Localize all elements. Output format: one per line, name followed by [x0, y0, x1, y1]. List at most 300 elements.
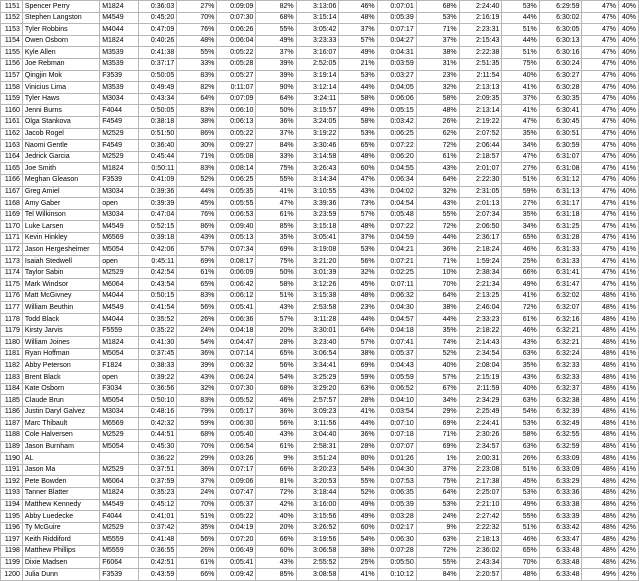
name-cell[interactable]: Jason Burnham — [22, 441, 99, 453]
run-time-cell[interactable]: 2:17:38 — [459, 476, 502, 488]
name-cell[interactable]: Claude Brun — [22, 395, 99, 407]
bike-time-cell[interactable]: 3:04:40 — [296, 429, 339, 441]
t1-pct-cell[interactable]: 43% — [256, 557, 296, 569]
t1-time-cell[interactable]: 0:06:25 — [217, 174, 256, 186]
place-cell[interactable]: 1182 — [1, 360, 23, 372]
t1-pct-cell[interactable]: 64% — [256, 93, 296, 105]
bike-time-cell[interactable]: 3:06:54 — [296, 348, 339, 360]
t2-pct-cell[interactable]: 53% — [416, 499, 459, 511]
place-cell[interactable]: 1192 — [1, 476, 23, 488]
t1-pct-cell[interactable]: 47% — [256, 198, 296, 210]
swim-time-cell[interactable]: 0:36:56 — [139, 383, 177, 395]
bike-time-cell[interactable]: 2:53:58 — [296, 302, 339, 314]
swim-time-cell[interactable]: 0:36:22 — [139, 453, 177, 465]
t2-time-cell[interactable]: 0:06:34 — [377, 174, 416, 186]
swim-pct-cell[interactable]: 24% — [177, 325, 217, 337]
t1-time-cell[interactable]: 0:05:52 — [217, 395, 256, 407]
run-pct-cell[interactable]: 53% — [502, 418, 539, 430]
swim-pct-cell[interactable]: 71% — [177, 151, 217, 163]
overall-pct-cell[interactable]: 49% — [582, 569, 618, 581]
overall-time-cell[interactable]: 6:32:21 — [539, 325, 582, 337]
run-time-cell[interactable]: 2:06:50 — [459, 221, 502, 233]
swim-time-cell[interactable]: 0:41:30 — [139, 337, 177, 349]
t2-time-cell[interactable]: 0:03:42 — [377, 116, 416, 128]
bike-pct-cell[interactable]: 49% — [339, 511, 377, 523]
t2-time-cell[interactable]: 0:04:05 — [377, 82, 416, 94]
t2-time-cell[interactable]: 0:06:20 — [377, 151, 416, 163]
t2-pct-cell[interactable]: 63% — [416, 534, 459, 546]
t2-pct-cell[interactable]: 10% — [416, 267, 459, 279]
t1-pct-cell[interactable]: 28% — [256, 337, 296, 349]
place-cell[interactable]: 1165 — [1, 163, 23, 175]
name-cell[interactable]: AL — [22, 453, 99, 465]
run-time-cell[interactable]: 2:16:19 — [459, 12, 502, 24]
overall-time-cell[interactable]: 6:33:48 — [539, 557, 582, 569]
t1-time-cell[interactable]: 0:06:09 — [217, 267, 256, 279]
bike-pct-cell[interactable]: 60% — [339, 522, 377, 534]
run-time-cell[interactable]: 2:13:13 — [459, 82, 502, 94]
name-cell[interactable]: Mark Windsor — [22, 279, 99, 291]
t2-pct-cell[interactable]: 38% — [416, 47, 459, 59]
bike-pct-cell[interactable]: 37% — [339, 24, 377, 36]
place-cell[interactable]: 1173 — [1, 256, 23, 268]
place-cell[interactable]: 1155 — [1, 47, 23, 59]
division-cell[interactable] — [100, 453, 139, 465]
run-pct-cell[interactable]: 58% — [502, 429, 539, 441]
division-cell[interactable]: M4549 — [100, 221, 139, 233]
place-cell[interactable]: 1177 — [1, 302, 23, 314]
overall-time-cell[interactable]: 6:32:59 — [539, 441, 582, 453]
division-pct-cell[interactable]: 41% — [618, 464, 638, 476]
division-pct-cell[interactable]: 41% — [618, 290, 638, 302]
t1-pct-cell[interactable]: 68% — [256, 383, 296, 395]
t2-pct-cell[interactable]: 71% — [416, 24, 459, 36]
place-cell[interactable]: 1179 — [1, 325, 23, 337]
place-cell[interactable]: 1169 — [1, 209, 23, 221]
division-pct-cell[interactable]: 40% — [618, 47, 638, 59]
t2-time-cell[interactable]: 0:07:01 — [377, 1, 416, 13]
t1-time-cell[interactable]: 0:09:09 — [217, 1, 256, 13]
overall-time-cell[interactable]: 6:32:37 — [539, 383, 582, 395]
overall-time-cell[interactable]: 6:33:38 — [539, 499, 582, 511]
name-cell[interactable]: Justin Daryl Galvez — [22, 406, 99, 418]
t1-time-cell[interactable]: 0:06:04 — [217, 35, 256, 47]
t2-time-cell[interactable]: 0:04:10 — [377, 395, 416, 407]
run-time-cell[interactable]: 2:08:04 — [459, 360, 502, 372]
overall-pct-cell[interactable]: 48% — [582, 453, 618, 465]
t1-pct-cell[interactable]: 35% — [256, 232, 296, 244]
run-time-cell[interactable]: 2:19:22 — [459, 116, 502, 128]
division-pct-cell[interactable]: 41% — [618, 418, 638, 430]
t2-time-cell[interactable]: 0:04:54 — [377, 198, 416, 210]
bike-time-cell[interactable]: 3:26:52 — [296, 522, 339, 534]
place-cell[interactable]: 1180 — [1, 337, 23, 349]
t2-time-cell[interactable]: 0:05:39 — [377, 499, 416, 511]
division-cell[interactable]: M4044 — [100, 24, 139, 36]
t2-time-cell[interactable]: 0:07:17 — [377, 24, 416, 36]
t2-time-cell[interactable]: 0:05:15 — [377, 105, 416, 117]
t2-pct-cell[interactable]: 53% — [416, 12, 459, 24]
run-time-cell[interactable]: 2:23:31 — [459, 24, 502, 36]
name-cell[interactable]: Greg Amiel — [22, 186, 99, 198]
t1-time-cell[interactable]: 0:07:09 — [217, 93, 256, 105]
bike-time-cell[interactable]: 3:24:05 — [296, 116, 339, 128]
bike-pct-cell[interactable]: 47% — [339, 174, 377, 186]
t2-time-cell[interactable]: 0:02:17 — [377, 522, 416, 534]
overall-pct-cell[interactable]: 48% — [582, 511, 618, 523]
t2-time-cell[interactable]: 0:07:53 — [377, 476, 416, 488]
name-cell[interactable]: Abby Luedecke — [22, 511, 99, 523]
overall-time-cell[interactable]: 6:32:33 — [539, 372, 582, 384]
place-cell[interactable]: 1194 — [1, 499, 23, 511]
bike-time-cell[interactable]: 3:19:08 — [296, 244, 339, 256]
swim-time-cell[interactable]: 0:42:32 — [139, 418, 177, 430]
division-cell[interactable]: M1824 — [100, 35, 139, 47]
swim-time-cell[interactable]: 0:49:49 — [139, 82, 177, 94]
overall-time-cell[interactable]: 6:32:39 — [539, 406, 582, 418]
t1-pct-cell[interactable]: 66% — [256, 534, 296, 546]
division-pct-cell[interactable]: 40% — [618, 151, 638, 163]
name-cell[interactable]: Tyler Robbins — [22, 24, 99, 36]
swim-time-cell[interactable]: 0:48:16 — [139, 406, 177, 418]
swim-pct-cell[interactable]: 68% — [177, 429, 217, 441]
bike-pct-cell[interactable]: 48% — [339, 221, 377, 233]
name-cell[interactable]: Naomi Gentle — [22, 140, 99, 152]
place-cell[interactable]: 1183 — [1, 372, 23, 384]
overall-pct-cell[interactable]: 48% — [582, 418, 618, 430]
run-pct-cell[interactable]: 51% — [502, 47, 539, 59]
swim-pct-cell[interactable]: 59% — [177, 418, 217, 430]
swim-pct-cell[interactable]: 86% — [177, 128, 217, 140]
overall-time-cell[interactable]: 6:30:13 — [539, 35, 582, 47]
division-cell[interactable]: open — [100, 372, 139, 384]
name-cell[interactable]: William Joines — [22, 337, 99, 349]
overall-time-cell[interactable]: 6:33:09 — [539, 453, 582, 465]
place-cell[interactable]: 1195 — [1, 511, 23, 523]
division-pct-cell[interactable]: 41% — [618, 429, 638, 441]
t2-time-cell[interactable]: 0:03:54 — [377, 406, 416, 418]
overall-pct-cell[interactable]: 48% — [582, 325, 618, 337]
swim-pct-cell[interactable]: 65% — [177, 279, 217, 291]
bike-pct-cell[interactable]: 49% — [339, 47, 377, 59]
t1-time-cell[interactable]: 0:07:47 — [217, 487, 256, 499]
division-pct-cell[interactable]: 40% — [618, 58, 638, 70]
division-cell[interactable]: F6064 — [100, 557, 139, 569]
swim-pct-cell[interactable]: 24% — [177, 487, 217, 499]
run-pct-cell[interactable]: 51% — [502, 24, 539, 36]
t1-time-cell[interactable]: 0:07:30 — [217, 383, 256, 395]
t2-pct-cell[interactable]: 74% — [416, 337, 459, 349]
overall-pct-cell[interactable]: 48% — [582, 476, 618, 488]
overall-pct-cell[interactable]: 47% — [582, 209, 618, 221]
division-pct-cell[interactable]: 40% — [618, 93, 638, 105]
swim-pct-cell[interactable]: 64% — [177, 93, 217, 105]
t1-pct-cell[interactable]: 50% — [256, 105, 296, 117]
t2-pct-cell[interactable]: 48% — [416, 105, 459, 117]
swim-pct-cell[interactable]: 70% — [177, 12, 217, 24]
overall-pct-cell[interactable]: 47% — [582, 256, 618, 268]
run-time-cell[interactable]: 2:36:17 — [459, 232, 502, 244]
t2-time-cell[interactable]: 0:04:57 — [377, 314, 416, 326]
t1-pct-cell[interactable]: 65% — [256, 348, 296, 360]
bike-pct-cell[interactable]: 60% — [339, 163, 377, 175]
division-cell[interactable]: M2529 — [100, 522, 139, 534]
t2-time-cell[interactable]: 0:07:41 — [377, 337, 416, 349]
division-pct-cell[interactable]: 42% — [618, 569, 638, 581]
t1-pct-cell[interactable]: 40% — [256, 511, 296, 523]
name-cell[interactable]: Ryan Hoffman — [22, 348, 99, 360]
division-pct-cell[interactable]: 41% — [618, 360, 638, 372]
run-time-cell[interactable]: 2:13:14 — [459, 105, 502, 117]
division-cell[interactable]: M5559 — [100, 545, 139, 557]
bike-pct-cell[interactable]: 23% — [339, 302, 377, 314]
run-pct-cell[interactable]: 47% — [502, 151, 539, 163]
bike-pct-cell[interactable]: 28% — [339, 441, 377, 453]
bike-time-cell[interactable]: 3:21:20 — [296, 256, 339, 268]
division-pct-cell[interactable]: 40% — [618, 128, 638, 140]
swim-pct-cell[interactable]: 39% — [177, 360, 217, 372]
t2-pct-cell[interactable]: 37% — [416, 464, 459, 476]
run-time-cell[interactable]: 2:14:43 — [459, 337, 502, 349]
t2-pct-cell[interactable]: 34% — [416, 395, 459, 407]
division-pct-cell[interactable]: 41% — [618, 325, 638, 337]
t2-pct-cell[interactable]: 36% — [416, 244, 459, 256]
t2-pct-cell[interactable]: 64% — [416, 487, 459, 499]
bike-time-cell[interactable]: 3:23:33 — [296, 35, 339, 47]
t1-time-cell[interactable]: 0:11:07 — [217, 82, 256, 94]
division-cell[interactable]: M5054 — [100, 244, 139, 256]
t1-time-cell[interactable]: 0:05:08 — [217, 151, 256, 163]
division-cell[interactable]: M4044 — [100, 314, 139, 326]
run-time-cell[interactable]: 2:25:07 — [459, 487, 502, 499]
division-cell[interactable]: M1824 — [100, 1, 139, 13]
swim-pct-cell[interactable]: 51% — [177, 511, 217, 523]
division-cell[interactable]: open — [100, 256, 139, 268]
place-cell[interactable]: 1176 — [1, 290, 23, 302]
overall-pct-cell[interactable]: 48% — [582, 464, 618, 476]
overall-time-cell[interactable]: 6:32:07 — [539, 302, 582, 314]
swim-pct-cell[interactable]: 83% — [177, 290, 217, 302]
division-pct-cell[interactable]: 40% — [618, 24, 638, 36]
bike-pct-cell[interactable]: 38% — [339, 545, 377, 557]
name-cell[interactable]: Kirsty Jarvis — [22, 325, 99, 337]
swim-time-cell[interactable]: 0:41:48 — [139, 534, 177, 546]
t1-time-cell[interactable]: 0:09:27 — [217, 140, 256, 152]
swim-pct-cell[interactable]: 38% — [177, 116, 217, 128]
overall-pct-cell[interactable]: 48% — [582, 383, 618, 395]
t2-time-cell[interactable]: 0:04:55 — [377, 163, 416, 175]
t1-time-cell[interactable]: 0:09:40 — [217, 221, 256, 233]
t2-pct-cell[interactable]: 44% — [416, 232, 459, 244]
t1-pct-cell[interactable]: 42% — [256, 499, 296, 511]
overall-time-cell[interactable]: 6:31:25 — [539, 221, 582, 233]
division-pct-cell[interactable]: 41% — [618, 372, 638, 384]
overall-time-cell[interactable]: 6:31:08 — [539, 163, 582, 175]
place-cell[interactable]: 1196 — [1, 522, 23, 534]
t2-pct-cell[interactable]: 38% — [416, 302, 459, 314]
bike-pct-cell[interactable]: 53% — [339, 244, 377, 256]
division-pct-cell[interactable]: 40% — [618, 35, 638, 47]
t2-pct-cell[interactable]: 84% — [416, 569, 459, 581]
run-time-cell[interactable]: 2:15:43 — [459, 35, 502, 47]
run-time-cell[interactable]: 2:22:38 — [459, 47, 502, 59]
division-pct-cell[interactable]: 41% — [618, 198, 638, 210]
place-cell[interactable]: 1199 — [1, 557, 23, 569]
bike-time-cell[interactable]: 3:29:20 — [296, 383, 339, 395]
overall-pct-cell[interactable]: 47% — [582, 82, 618, 94]
name-cell[interactable]: Tel Wilkinson — [22, 209, 99, 221]
division-cell[interactable]: F1824 — [100, 360, 139, 372]
overall-pct-cell[interactable]: 48% — [582, 499, 618, 511]
division-cell[interactable]: M3539 — [100, 47, 139, 59]
overall-time-cell[interactable]: 6:32:55 — [539, 429, 582, 441]
t1-pct-cell[interactable]: 81% — [256, 476, 296, 488]
t1-time-cell[interactable]: 0:05:40 — [217, 429, 256, 441]
name-cell[interactable]: Abby Peterson — [22, 360, 99, 372]
division-pct-cell[interactable]: 41% — [618, 256, 638, 268]
run-pct-cell[interactable]: 53% — [502, 1, 539, 13]
run-pct-cell[interactable]: 34% — [502, 221, 539, 233]
swim-pct-cell[interactable]: 48% — [177, 35, 217, 47]
t2-time-cell[interactable]: 0:07:18 — [377, 429, 416, 441]
t1-pct-cell[interactable]: 75% — [256, 163, 296, 175]
swim-pct-cell[interactable]: 83% — [177, 70, 217, 82]
t1-time-cell[interactable]: 0:03:26 — [217, 453, 256, 465]
division-cell[interactable]: M2529 — [100, 429, 139, 441]
division-pct-cell[interactable]: 40% — [618, 105, 638, 117]
t1-pct-cell[interactable]: 37% — [256, 128, 296, 140]
t2-pct-cell[interactable]: 69% — [416, 441, 459, 453]
overall-time-cell[interactable]: 6:33:48 — [539, 569, 582, 581]
t1-time-cell[interactable]: 0:06:42 — [217, 279, 256, 291]
swim-time-cell[interactable]: 0:36:03 — [139, 1, 177, 13]
swim-pct-cell[interactable]: 57% — [177, 244, 217, 256]
bike-time-cell[interactable]: 3:13:06 — [296, 1, 339, 13]
t1-pct-cell[interactable]: 37% — [256, 47, 296, 59]
swim-pct-cell[interactable]: 55% — [177, 47, 217, 59]
place-cell[interactable]: 1189 — [1, 441, 23, 453]
swim-time-cell[interactable]: 0:40:26 — [139, 35, 177, 47]
bike-time-cell[interactable]: 3:12:14 — [296, 82, 339, 94]
t1-pct-cell[interactable]: 43% — [256, 429, 296, 441]
overall-time-cell[interactable]: 6:30:51 — [539, 128, 582, 140]
run-pct-cell[interactable]: 40% — [502, 383, 539, 395]
bike-pct-cell[interactable]: 80% — [339, 453, 377, 465]
swim-time-cell[interactable]: 0:52:15 — [139, 221, 177, 233]
swim-pct-cell[interactable]: 56% — [177, 534, 217, 546]
division-cell[interactable]: M4549 — [100, 302, 139, 314]
t1-time-cell[interactable]: 0:05:27 — [217, 70, 256, 82]
name-cell[interactable]: William Beuthin — [22, 302, 99, 314]
overall-pct-cell[interactable]: 47% — [582, 267, 618, 279]
t2-pct-cell[interactable]: 71% — [416, 256, 459, 268]
division-cell[interactable]: M2529 — [100, 151, 139, 163]
t2-time-cell[interactable]: 0:04:21 — [377, 244, 416, 256]
swim-time-cell[interactable]: 0:41:01 — [139, 511, 177, 523]
t1-time-cell[interactable]: 0:06:53 — [217, 209, 256, 221]
run-time-cell[interactable]: 2:21:10 — [459, 499, 502, 511]
t1-pct-cell[interactable]: 43% — [256, 302, 296, 314]
run-time-cell[interactable]: 2:18:57 — [459, 151, 502, 163]
t2-time-cell[interactable]: 0:05:37 — [377, 348, 416, 360]
division-pct-cell[interactable]: 41% — [618, 232, 638, 244]
overall-time-cell[interactable]: 6:32:49 — [539, 418, 582, 430]
overall-pct-cell[interactable]: 48% — [582, 487, 618, 499]
division-cell[interactable]: M3034 — [100, 406, 139, 418]
bike-pct-cell[interactable]: 59% — [339, 372, 377, 384]
division-cell[interactable]: M2529 — [100, 128, 139, 140]
run-time-cell[interactable]: 2:11:59 — [459, 383, 502, 395]
division-pct-cell[interactable]: 40% — [618, 1, 638, 13]
overall-pct-cell[interactable]: 47% — [582, 174, 618, 186]
division-cell[interactable]: M3539 — [100, 82, 139, 94]
name-cell[interactable]: Kevin Hinkley — [22, 232, 99, 244]
bike-pct-cell[interactable]: 48% — [339, 290, 377, 302]
t1-time-cell[interactable]: 0:05:22 — [217, 47, 256, 59]
run-time-cell[interactable]: 2:38:34 — [459, 267, 502, 279]
t2-pct-cell[interactable]: 1% — [416, 453, 459, 465]
name-cell[interactable]: Matt McGivney — [22, 290, 99, 302]
t1-pct-cell[interactable]: 82% — [256, 1, 296, 13]
division-pct-cell[interactable]: 42% — [618, 476, 638, 488]
run-time-cell[interactable]: 2:43:34 — [459, 557, 502, 569]
swim-pct-cell[interactable]: 45% — [177, 198, 217, 210]
bike-pct-cell[interactable]: 46% — [339, 1, 377, 13]
swim-pct-cell[interactable]: 86% — [177, 221, 217, 233]
bike-pct-cell[interactable]: 63% — [339, 383, 377, 395]
t2-time-cell[interactable]: 0:07:07 — [377, 441, 416, 453]
t2-time-cell[interactable]: 0:04:31 — [377, 47, 416, 59]
place-cell[interactable]: 1160 — [1, 105, 23, 117]
run-pct-cell[interactable]: 63% — [502, 441, 539, 453]
bike-pct-cell[interactable]: 45% — [339, 279, 377, 291]
t1-pct-cell[interactable]: 36% — [256, 116, 296, 128]
t1-time-cell[interactable]: 0:05:55 — [217, 198, 256, 210]
bike-time-cell[interactable]: 3:14:58 — [296, 151, 339, 163]
swim-time-cell[interactable]: 0:47:09 — [139, 24, 177, 36]
t2-time-cell[interactable]: 0:03:59 — [377, 58, 416, 70]
swim-time-cell[interactable]: 0:50:10 — [139, 395, 177, 407]
name-cell[interactable]: Matthew Phillips — [22, 545, 99, 557]
swim-pct-cell[interactable]: 43% — [177, 372, 217, 384]
t2-time-cell[interactable]: 0:04:27 — [377, 35, 416, 47]
t1-pct-cell[interactable]: 66% — [256, 464, 296, 476]
bike-time-cell[interactable]: 3:10:55 — [296, 186, 339, 198]
t2-pct-cell[interactable]: 55% — [416, 209, 459, 221]
division-cell[interactable]: F4044 — [100, 511, 139, 523]
run-time-cell[interactable]: 2:18:22 — [459, 325, 502, 337]
t2-pct-cell[interactable]: 9% — [416, 522, 459, 534]
name-cell[interactable]: Taylor Sabin — [22, 267, 99, 279]
run-pct-cell[interactable]: 49% — [502, 279, 539, 291]
t1-pct-cell[interactable]: 60% — [256, 545, 296, 557]
name-cell[interactable]: Amy Gaber — [22, 198, 99, 210]
t1-time-cell[interactable]: 0:05:13 — [217, 232, 256, 244]
bike-pct-cell[interactable]: 64% — [339, 325, 377, 337]
place-cell[interactable]: 1193 — [1, 487, 23, 499]
division-pct-cell[interactable]: 41% — [618, 244, 638, 256]
overall-pct-cell[interactable]: 48% — [582, 441, 618, 453]
division-pct-cell[interactable]: 41% — [618, 314, 638, 326]
swim-time-cell[interactable]: 0:42:51 — [139, 557, 177, 569]
t2-pct-cell[interactable]: 72% — [416, 140, 459, 152]
overall-time-cell[interactable]: 6:30:59 — [539, 140, 582, 152]
division-pct-cell[interactable]: 42% — [618, 522, 638, 534]
t1-time-cell[interactable]: 0:04:19 — [217, 522, 256, 534]
name-cell[interactable]: Jason Hergesheimer — [22, 244, 99, 256]
division-pct-cell[interactable]: 40% — [618, 70, 638, 82]
bike-pct-cell[interactable]: 73% — [339, 198, 377, 210]
